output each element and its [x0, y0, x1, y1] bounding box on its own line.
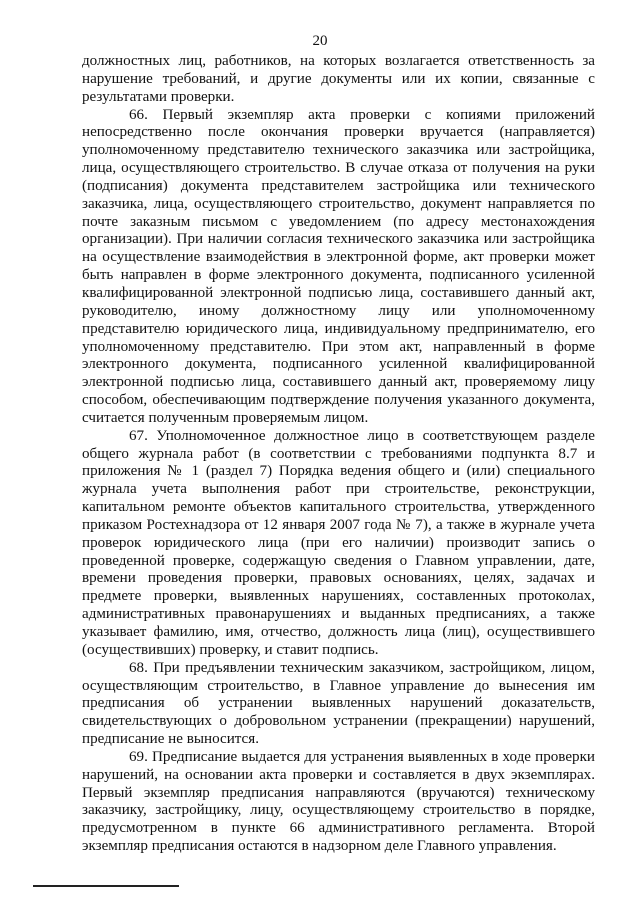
paragraph-continuation: должностных лиц, работников, на которых возлагается ответственность за нарушение требований, и другие документы или их копии, связанные с результатами проверки.	[82, 53, 595, 105]
paragraph-item-69: 69. Предписание выдается для устранения выявленных в ходе проверки нарушений, на основании акта проверки и составляется в двух экземплярах. Первый экземпляр предписания направляются (вручаются) техническому заказчику, застройщику, лицу, осуществляющему строительство в порядке, предусмотренном в пункте 66 административного регламента. Второй экземпляр предписания остаются в надзорном деле Главного управления.	[82, 748, 595, 855]
paragraph-item-66: 66. Первый экземпляр акта проверки с копиями приложений непосредственно после окончания проверки вручается (направляется) уполномоченному представителю технического заказчика или застройщика, лица, осуществляющего строительство. В случае отказа от получения на руки (подписания) документа представителем застройщика или технического заказчика, лица, осуществляющего строительство, документ направляется по почте заказным письмом с уведомлением (по адресу местонахождения организации). При наличии согласия технического заказчика или застройщика на осуществление взаимодействия в электронной форме, акт проверки может быть направлен в форме электронного документа, подписанного усиленной квалифицированной электронной подписью лица, составившего данный акт, руководителю, иному должностному лицу или уполномоченному представителю юридического лица, индивидуальному предпринимателю, его уполномоченному представителю. При этом акт, направленный в форме электронного документа, подписанного усиленной квалифицированной электронной подписью лица, составившего данный акт, проверяемому лицу способом, обеспечивающим подтверждение получения указанного документа, считается полученным проверяемым лицом.	[82, 106, 595, 426]
document-body	[82, 53, 595, 856]
footnote-separator-line	[33, 885, 179, 887]
paragraph-item-67: 67. Уполномоченное должностное лицо в соответствующем разделе общего журнала работ (в соответствии с требованиями подпункта 8.7 и приложения № 1 (раздел 7) Порядка ведения общего и (или) специального журнала учета выполнения работ при строительстве, реконструкции, капитальном ремонте объектов капитального строительства, утвержденного приказом Ростехнадзора от 12 января 2007 года № 7), а также в журнале учета проверок юридического лица (при его наличии) производит запись о проведенной проверке, содержащую сведения о Главном управлении, дате, времени проведения проверки, правовых основаниях, целях, задачах и предмете проверки, выявленных нарушениях, составленных протоколах, административных правонарушениях и выданных предписаниях, а также указывает фамилию, имя, отчество, должность лица (лиц), осуществившего (осуществивших) проверку, и ставит подпись.	[82, 427, 595, 658]
paragraph-item-68: 68. При предъявлении техническим заказчиком, застройщиком, лицом, осуществляющим строительство, в Главное управление до вынесения им предписания об устранении выявленных нарушений доказательств, свидетельствующих о добровольном устранении (прекращении) нарушений, предписание не выносится.	[82, 659, 595, 748]
page-number: 20	[312, 33, 328, 49]
